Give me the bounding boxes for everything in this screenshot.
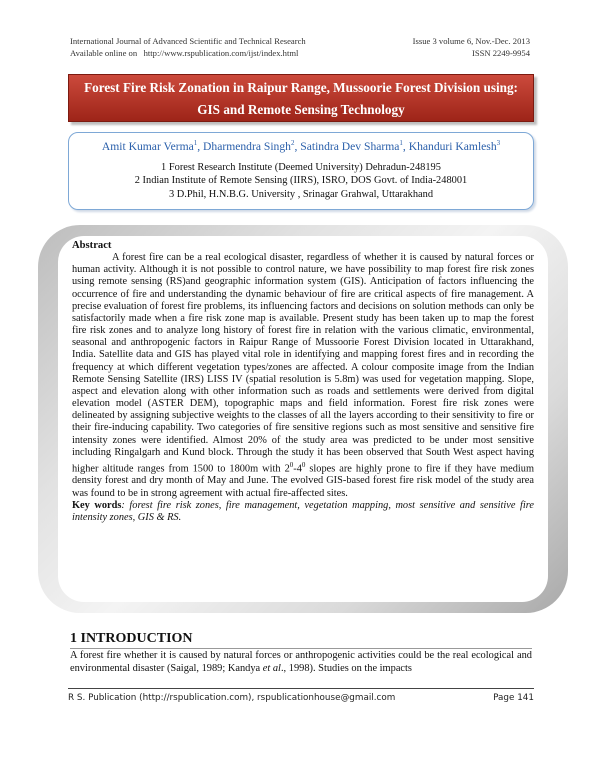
affiliations — [69, 161, 533, 202]
affiliation: 1 Forest Research Institute (Deemed University) Dehradun-248195 — [161, 161, 441, 173]
abstract-heading: Abstract — [72, 240, 112, 251]
title-line-2: GIS and Remote Sensing Technology — [197, 102, 405, 117]
affiliation: 2 Indian Institute of Remote Sensing (IIRS), ISRO, DOS Govt. of India-248001 — [134, 175, 468, 187]
page-number: Page 141 — [493, 693, 534, 703]
author-name: Satindra Dev Sharma — [300, 139, 400, 153]
title-line-1: Forest Fire Risk Zonation in Raipur Range, Mussoorie Forest Division using: — [84, 80, 518, 95]
author-affiliation-mark: 1 — [399, 139, 403, 147]
author-name: Khanduri Kamlesh — [408, 139, 497, 153]
degree-mark: 0 — [301, 460, 306, 469]
abstract-body — [72, 252, 534, 500]
abstract-text-1: A forest fire can be a real ecological disaster, regardless of whether it is caused by natural forces or human activity. Although it is not possible to control nature, we have possibility to map forest fire risk zones using remote sensing (RS)and geographic information system (GIS). Anticipation of factors influencing the occurrence of fire and understanding the dynamic behaviour of fire are critical aspects of fire management. A precise evaluation of forest fire problems, its influencing factors and decisions on solution methods can only be satisfactorily made when a fire risk zone map is available. Present study has been taken up to map the forest fire risk zones and to analyze long history of forest fire in relation with the various climatic, environmental, seasonal and anthropogenic factors in Raipur Range of Mussoorie Forest Division located in Uttarakhand, India. Satellite data and GIS has played vital role in identifying and mapping forest fires and in recording the frequency at which different vegetation types/zones are affected. A colour composite image from the Indian Remote Sensing Satellite (IRS) LISS IV (spatial resolution is 5.8m) was used for vegetation mapping. Slope, aspect and elevation along with other information such as roads and settlements were derived from digital elevation model (ASTER DEM), topographic maps and field information. Forest fire risk zones were delineated by assigning subjective weights to the classes of all the layers according to their sensitivity to fire or their fire-inducing capability. Two categories of fire sensitive regions such as most sensitive and sensitive fire intensity zones were identified. Almost 20% of the study area was predicted to be under most sensitive including Ringalgarh and Kund block. Through the study it has been observed that South West aspect having higher altitude ranges from 1500 to 1800m with 2 — [72, 252, 534, 475]
degree-mark: 0 — [289, 460, 294, 469]
abstract-text-2: slopes are highly prone to fire if they have medium density forest and dry month of May and June. The evolved GIS-based forest fire risk model of the study area was found to be in strong agreement with actual fire-affected sites. — [72, 463, 534, 499]
page-footer — [68, 688, 534, 703]
abstract — [72, 240, 534, 524]
online-availability — [70, 48, 298, 58]
author-affiliation-mark: 1 — [193, 139, 198, 147]
issn: ISSN 2249-9954 — [471, 48, 530, 58]
keywords-label: Key words — [72, 499, 122, 511]
author-box — [68, 132, 534, 210]
intro-text-b: ., 1998). Studies on the impacts — [280, 662, 412, 674]
introduction-text — [70, 650, 532, 676]
online-label: Available online on — [70, 48, 138, 58]
keywords — [72, 500, 534, 524]
author-name: Amit Kumar Verma — [101, 139, 194, 153]
author-affiliation-mark: 2 — [290, 139, 295, 147]
publisher-info: R S. Publication (http://rspublication.com), rspublicationhouse@gmail.com — [68, 693, 396, 703]
affiliation: 3 D.Phil, H.N.B.G. University , Srinagar Grahwal, Uttarakhand — [168, 188, 434, 200]
journal-url[interactable]: http://www.rspublication.com/ijst/index.html — [143, 48, 299, 58]
keywords-list: : forest fire risk zones, fire management, vegetation mapping, most sensitive and sensitive fire intensity zones, GIS & RS. — [72, 499, 534, 523]
author-list: Amit Kumar Verma$^1$, Dharmendra Singh$^2$, Satindra Dev Sharma$^1$, Khanduri Kamlesh$^3$ — [101, 139, 501, 153]
intro-et-al: et al — [262, 662, 281, 674]
author-name: Dharmendra Singh — [203, 139, 291, 153]
slope-dash: -4 — [293, 463, 302, 475]
paper-title — [68, 74, 534, 122]
journal-name: International Journal of Advanced Scientific and Technical Research — [70, 36, 306, 46]
issue-info: Issue 3 volume 6, Nov.-Dec. 2013 — [412, 36, 530, 46]
intro-text-a: A forest fire whether it is caused by natural forces or anthropogenic activities could be the real ecological and environmental disaster (Saigal, 1989; Kandya — [70, 650, 532, 674]
introduction-heading: 1 INTRODUCTION — [70, 631, 532, 649]
author-affiliation-mark: 3 — [496, 139, 501, 147]
